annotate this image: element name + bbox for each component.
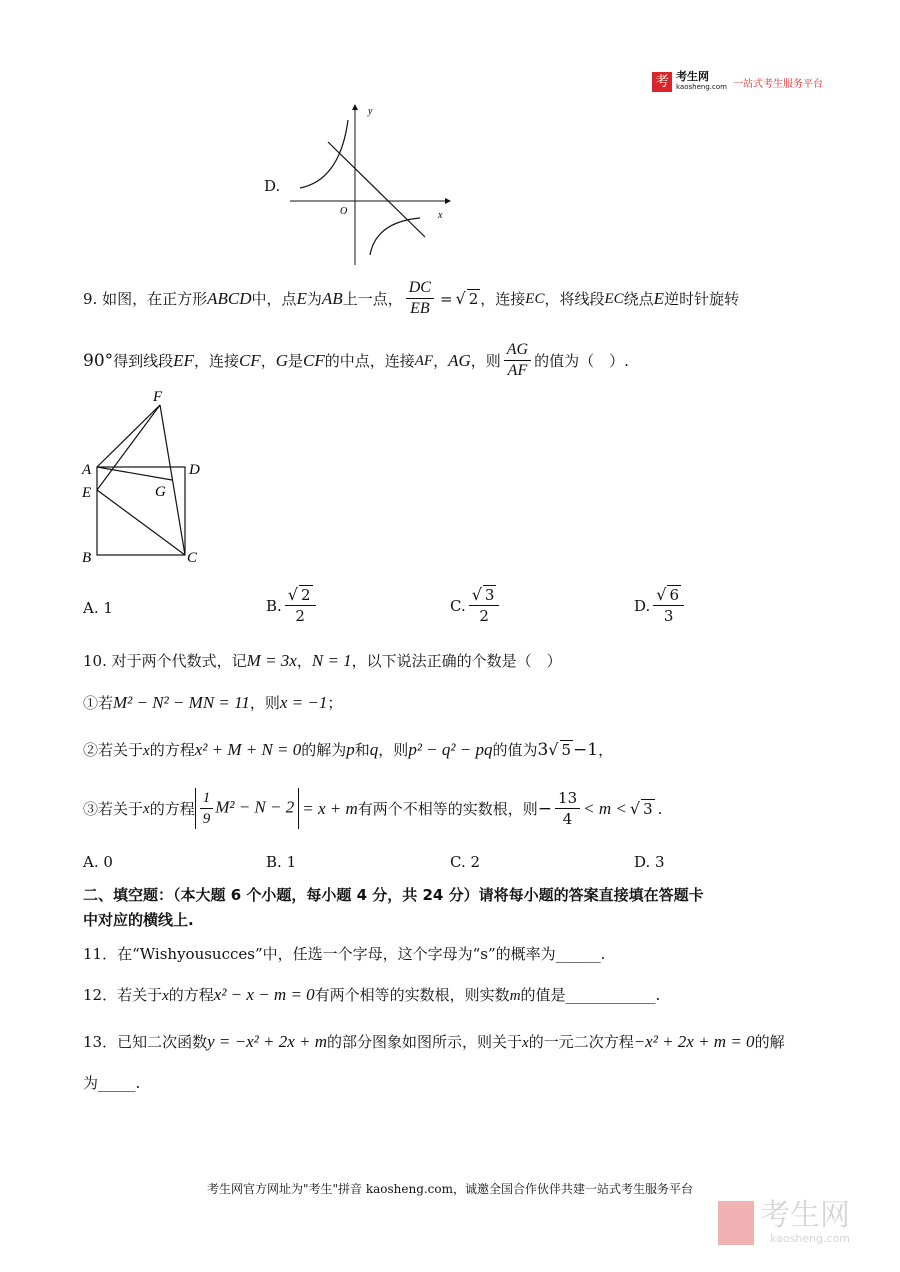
q9-label-e: E — [82, 485, 92, 501]
logo-text: 考生网 — [676, 70, 709, 83]
q9-segment-ef — [97, 405, 160, 490]
q9-segment-af — [97, 405, 160, 467]
q9-segment-ec — [97, 490, 185, 555]
q10-abs-expression: $\frac{1}{9}$ M² − N − 2 — [195, 788, 300, 829]
q10-option-d: D. 3 — [634, 853, 665, 871]
section2-heading-line2: 中对应的横线上. — [83, 911, 194, 929]
q8-hyperbola-lower — [370, 218, 420, 255]
q10-option-b: B. 1 — [266, 853, 297, 871]
q8-option-d-label: D. — [264, 177, 281, 195]
q9-label-b: B — [82, 550, 92, 566]
q9-label-g: G — [155, 484, 166, 500]
q9-label-a: A — [82, 462, 92, 478]
q10-statement-1: ①若M² − N² − MN = 11，则x = −1； — [83, 693, 343, 712]
q10-option-a: A. 0 — [83, 853, 113, 871]
q9-option-c: C. $\frac{√ 3}{2}$ — [450, 585, 502, 626]
q11: 11．在“Wishyousucces”中，任选一个字母，这个字母为“s”的概率为______. — [83, 945, 606, 963]
q8-line — [328, 142, 425, 237]
q9-ratio-fraction: $\frac{DC}{EB}$ — [406, 278, 434, 319]
q9-segment-ag — [97, 467, 172, 480]
q13-line2: 为_____. — [83, 1074, 141, 1092]
q9-figure — [75, 385, 215, 570]
logo-sub: kaosheng.com — [676, 83, 727, 91]
q8-y-label: y — [368, 106, 373, 117]
q9-line1: 9. 如图，在正方形 ABCD 中，点 E 为 AB 上一点， $\frac{DC}{EB}$ = √ 2 ，连接 EC ，将线段 EC 绕点 E 逆时针旋转 — [83, 279, 740, 317]
q12: 12．若关于x的方程x² − x − m = 0有两个相等的实数根，则实数m的值是____________. — [83, 985, 661, 1004]
logo-icon: 考 — [652, 72, 672, 92]
q9-option-d: D. $\frac{√ 6}{3}$ — [634, 585, 687, 626]
q8-x-label: x — [438, 210, 443, 221]
q10-statement-2: ②若关于x的方程x² + M + N = 0的解为p和q，则p² − q² − pq的值为3√ 5 −1， — [83, 740, 614, 760]
watermark-icon — [718, 1201, 754, 1245]
q8-origin-label: O — [340, 206, 348, 217]
q9-label-f: F — [153, 389, 163, 405]
q9-option-b: B. $\frac{√ 2}{2}$ — [266, 585, 319, 626]
q9-segment-cf — [160, 405, 185, 555]
header-slogan: 一站式考生服务平台 — [732, 78, 823, 90]
header-logo — [652, 72, 823, 92]
q9-line2: 90° 得到线段 EF ，连接 CF ， G 是 CF 的中点，连接 AF ， AG ，则 $\frac{AG}{AF}$ 的值为（ ）. — [83, 341, 629, 379]
q9-label-c: C — [187, 550, 198, 566]
footer-watermark: 考生网 kaosheng.com — [718, 1200, 850, 1245]
q10-stem: 10. 对于两个代数式，记M = 3x，N = 1，以下说法正确的个数是（ ） — [83, 651, 562, 670]
q9-label-d: D — [189, 462, 200, 478]
q13-line1: 13．已知二次函数y = −x² + 2x + m的部分图象如图所示，则关于x的一元二次方程−x² + 2x + m = 0的解 — [83, 1032, 785, 1051]
section2-heading-line1: 二、填空题：（本大题 6 个小题，每小题 4 分，共 24 分）请将每小题的答案直接填在答题卡 — [83, 886, 704, 904]
q10-statement-3: ③若关于 x 的方程 $\frac{1}{9}$ M² − N − 2 = x + m 有两个不相等的实数根，则 − $\frac{13}{4}$ < m < √ 3 . — [83, 789, 663, 828]
footer-text: 考生网官方网址为"考生"拼音 kaosheng.com，诚邀全国合作伙伴共建一站式考生服务平台 — [206, 1182, 694, 1196]
q9-option-a: A. 1 — [83, 599, 113, 617]
q10-option-c: C. 2 — [450, 853, 481, 871]
q8-option-d-graph — [280, 100, 460, 270]
q9-ag-af-fraction: $\frac{AG}{AF}$ — [504, 340, 531, 381]
